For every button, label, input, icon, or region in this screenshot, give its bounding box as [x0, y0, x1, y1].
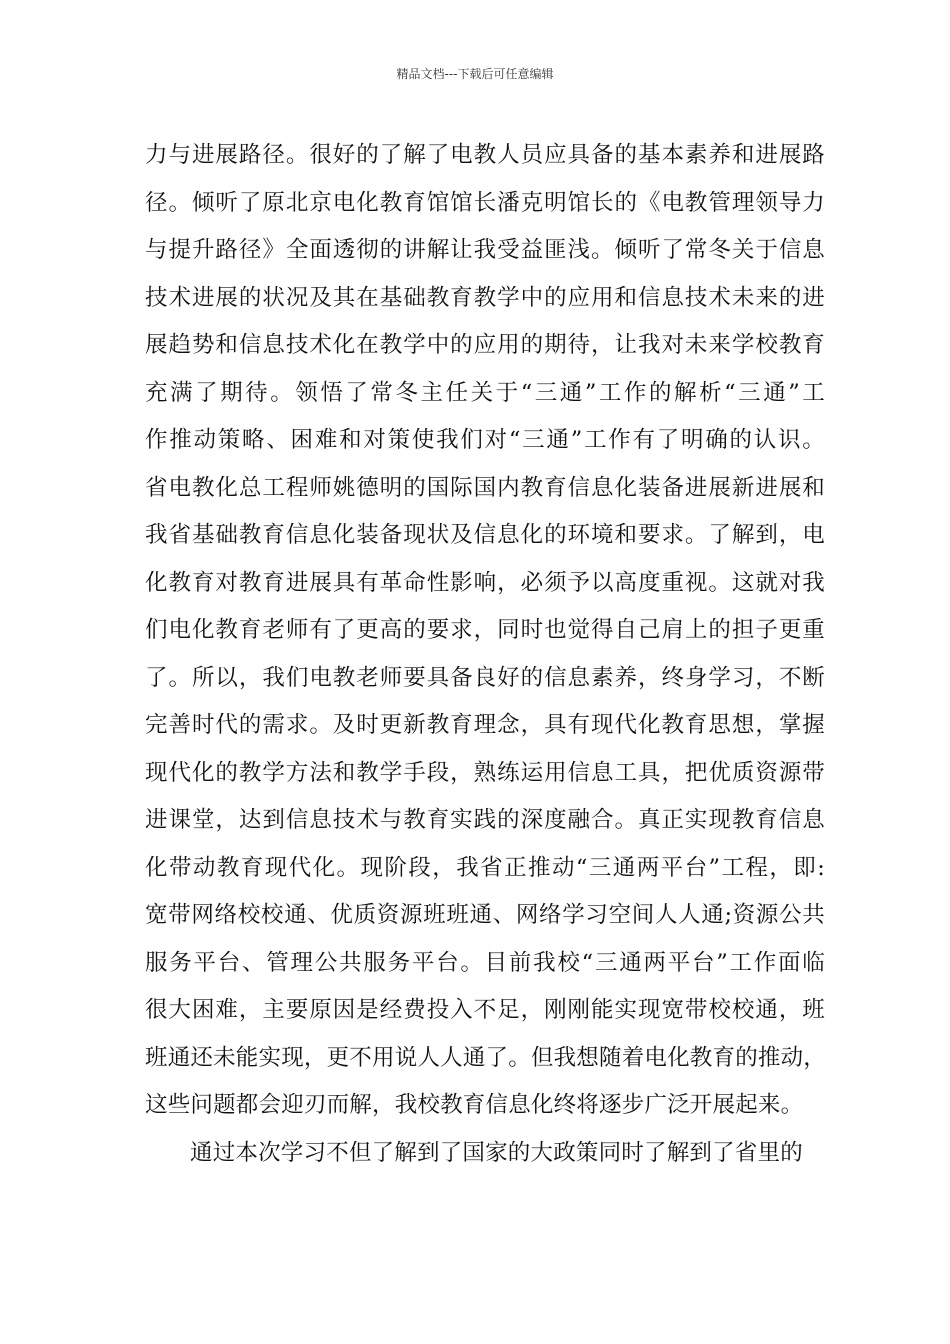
- text-line: 我省基础教育信息化装备现状及信息化的环境和要求。了解到，电: [145, 522, 825, 548]
- text-line: 充满了期待。领悟了常冬主任关于“三通”工作的解析“三通”工: [145, 379, 825, 406]
- text-line: 化教育对教育进展具有革命性影响，必须予以高度重视。这就对我: [145, 569, 825, 596]
- text-line: 作推动策略、困难和对策使我们对“三通”工作有了明确的认识。: [145, 427, 825, 453]
- text-line: 技术进展的状况及其在基础教育教学中的应用和信息技术未来的进: [145, 284, 825, 311]
- text-line: 很大困难，主要原因是经费投入不足，刚刚能实现宽带校校通，班: [145, 997, 825, 1023]
- text-line: 完善时代的需求。及时更新教育理念，具有现代化教育思想，掌握: [145, 712, 825, 738]
- text-line: 们电化教育老师有了更高的要求，同时也觉得自己肩上的担子更重: [145, 617, 825, 643]
- text-line: 宽带网络校校通、优质资源班班通、网络学习空间人人通;资源公共: [145, 902, 825, 928]
- page-header: 精品文档---下载后可任意编辑: [396, 67, 554, 81]
- text-line: 进课堂，达到信息技术与教育实践的深度融合。真正实现教育信息: [145, 807, 825, 833]
- document-body: [145, 132, 825, 1177]
- text-line: 服务平台、管理公共服务平台。目前我校“三通两平台”工作面临: [145, 949, 825, 976]
- paragraph-first-line: 通过本次学习不但了解到了国家的大政策同时了解到了省里的: [190, 1139, 803, 1166]
- text-line: 径。倾听了原北京电化教育馆馆长潘克明馆长的《电教管理领导力: [145, 189, 825, 216]
- text-line: 化带动教育现代化。现阶段，我省正推动“三通两平台”工程，即:: [145, 854, 825, 881]
- text-line: 了。所以，我们电教老师要具备良好的信息素养，终身学习，不断: [145, 664, 825, 691]
- text-line: 展趋势和信息技术化在教学中的应用的期待，让我对未来学校教育: [145, 332, 825, 358]
- text-line: 这些问题都会迎刃而解，我校教育信息化终将逐步广泛开展起来。: [145, 1092, 804, 1118]
- text-line: 省电教化总工程师姚德明的国际国内教育信息化装备进展新进展和: [145, 474, 825, 501]
- text-line: 班通还未能实现，更不用说人人通了。但我想随着电化教育的推动，: [145, 1044, 827, 1071]
- text-line: 现代化的教学方法和教学手段，熟练运用信息工具，把优质资源带: [145, 759, 825, 786]
- text-line: 力与进展路径。很好的了解了电教人员应具备的基本素养和进展路: [145, 142, 825, 168]
- text-line: 与提升路径》全面透彻的讲解让我受益匪浅。倾听了常冬关于信息: [145, 237, 825, 263]
